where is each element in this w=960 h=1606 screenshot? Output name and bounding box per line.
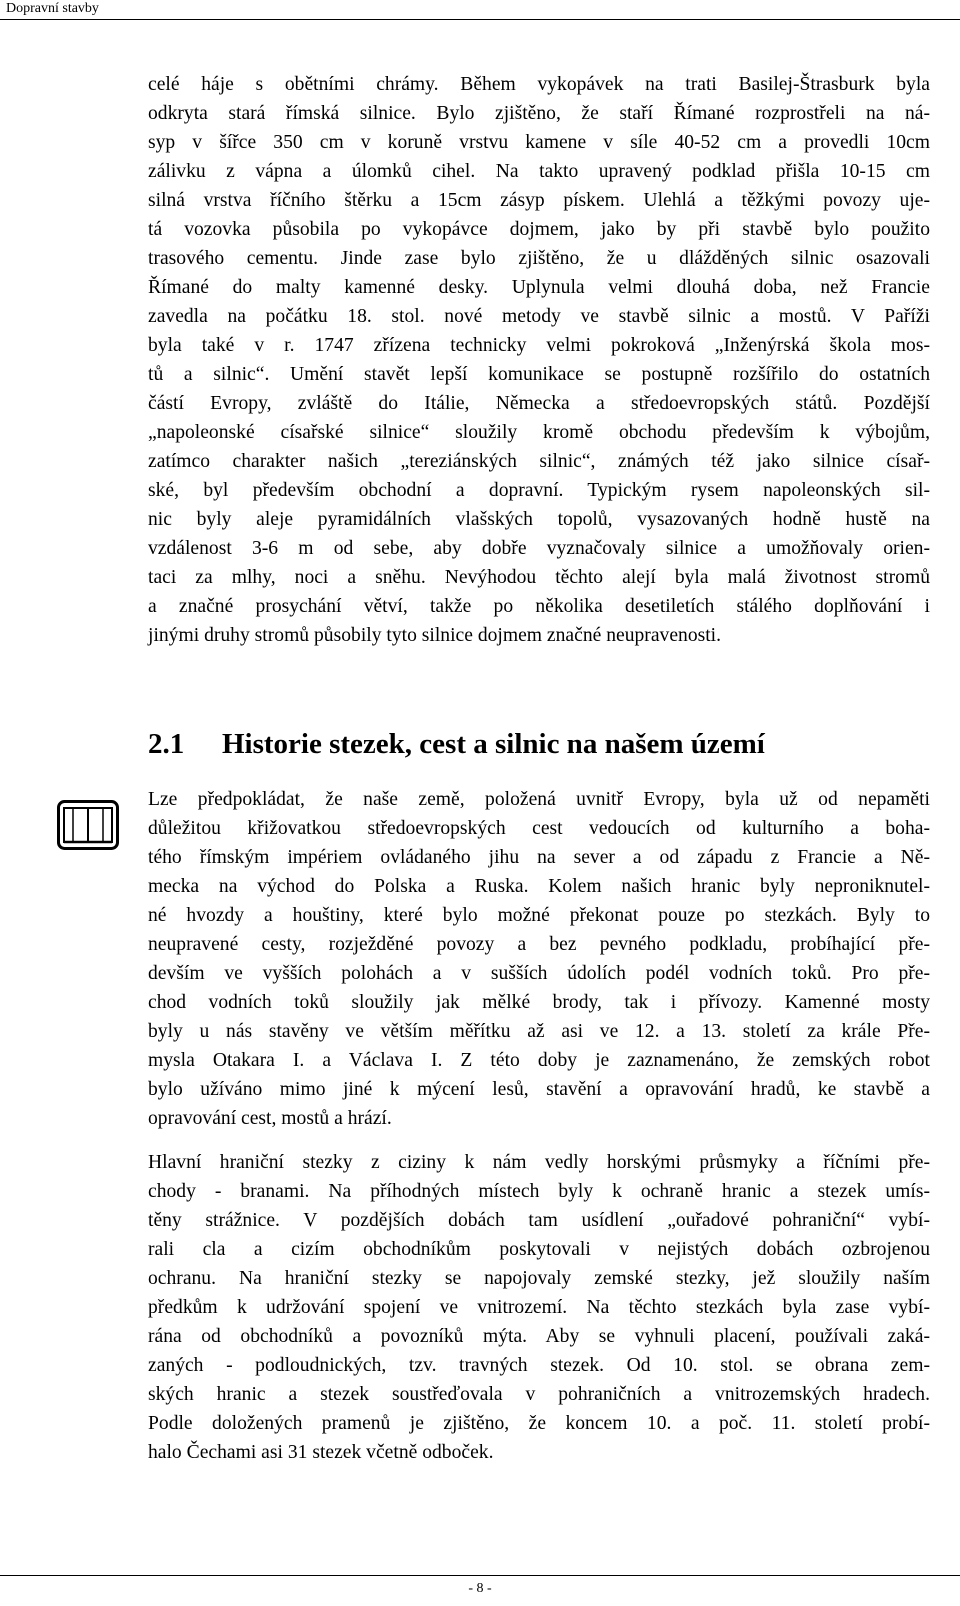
- running-header: Dopravní stavby: [6, 1, 99, 16]
- text-line: Podle doložených pramenů je zjištěno, že koncem 10. a poč. 11. století probí-: [148, 1413, 930, 1434]
- text-line: trasového cementu. Jinde zase bylo zjištěno, že u dlážděných silnic osazovali: [148, 248, 930, 269]
- text-line: chody - branami. Na příhodných místech byly k ochraně hranic a stezek umís-: [148, 1181, 930, 1202]
- text-line: ských hranic a stezek soustřeďovala v pohraničních a vnitrozemských hradech.: [148, 1384, 930, 1405]
- text-line: ochranu. Na hraniční stezky se napojovaly zemské stezky, jež sloužily naším: [148, 1268, 930, 1289]
- text-line: rána od obchodníků a povozníků mýta. Aby se vyhnuli placení, používali zaká-: [148, 1326, 930, 1347]
- text-line: silná vrstva říčního štěrku a 15cm zásyp pískem. Ulehlá a těžkými povozy uje-: [148, 190, 930, 211]
- text-line: bylo užíváno mimo jiné k mýcení lesů, stavění a opravování hradů, ke stavbě a: [148, 1079, 930, 1100]
- header-rule: [0, 19, 960, 20]
- text-line: celé háje s obětními chrámy. Během vykopávek na trati Basilej-Štrasburk byla: [148, 74, 930, 95]
- text-line: předkům k udržování spojení ve vnitrozemí. Na těchto stezkách byla zase vybí-: [148, 1297, 930, 1318]
- text-line: odkryta stará římská silnice. Bylo zjištěno, že staří Římané rozprostřeli na ná-: [148, 103, 930, 124]
- text-line: tého římským impériem ovládaného jihu na sever a od západu z Francie a Ně-: [148, 847, 930, 868]
- text-line: Římané do malty kamenné desky. Uplynula velmi dlouhá doba, než Francie: [148, 277, 930, 298]
- text-line: zaných - podloudnických, tzv. travných stezek. Od 10. stol. se obrana zem-: [148, 1355, 930, 1376]
- text-line: částí Evropy, zvláště do Itálie, Německa a středoevropských států. Pozdější: [148, 393, 930, 414]
- text-line: chod vodních toků sloužily jak mělké brody, tak i přívozy. Kamenné mosty: [148, 992, 930, 1013]
- text-line: halo Čechami asi 31 stezek včetně odboček.: [148, 1442, 494, 1463]
- text-line: byla také v r. 1747 zřízena technicky velmi pokroková „Inženýrská škola mos-: [148, 335, 930, 356]
- page-number: - 8 -: [468, 1581, 492, 1596]
- text-line: taci za mlhy, noci a sněhu. Nevýhodou těchto alejí byla malá životnost stromů: [148, 567, 930, 588]
- text-line: devším ve vyšších polohách a v sušších údolích podél vodních toků. Pro pře-: [148, 963, 930, 984]
- text-line: zavedla na počátku 18. stol. nové metody ve stavbě silnic a mostů. V Paříži: [148, 306, 930, 327]
- text-line: opravování cest, mostů a hrází.: [148, 1108, 392, 1129]
- footer-rule: [0, 1575, 960, 1576]
- text-line: syp v šířce 350 cm v koruně vrstvu kamene v síle 40-52 cm a provedli 10cm: [148, 132, 930, 153]
- text-line: tů a silnic“. Umění stavět lepší komunikace se postupně rozšířilo do ostatních: [148, 364, 930, 385]
- text-line: neupravené cesty, rozježděné povozy a bez pevného podkladu, probíhající pře-: [148, 934, 930, 955]
- text-line: zatímco charakter našich „tereziánských silnic“, známých též jako silnice císař-: [148, 451, 930, 472]
- section-title: Historie stezek, cest a silnic na našem území: [222, 728, 765, 760]
- text-line: byly u nás stavěny ve větším měřítku až asi ve 12. a 13. století za krále Pře-: [148, 1021, 930, 1042]
- book-icon: [57, 800, 119, 850]
- text-line: Lze předpokládat, že naše země, položená uvnitř Evropy, byla už od nepaměti: [148, 789, 930, 810]
- text-line: ské, byl především obchodní a dopravní. Typickým rysem napoleonských sil-: [148, 480, 930, 501]
- text-line: mysla Otakara I. a Václava I. Z této doby je zaznamenáno, že zemských robot: [148, 1050, 930, 1071]
- text-line: těny strážnice. V pozdějších dobách tam usídlení „ouřadové pohraniční“ vybí-: [148, 1210, 930, 1231]
- text-line: „napoleonské císařské silnice“ sloužily kromě obchodu především k výbojům,: [148, 422, 930, 443]
- text-line: né hvozdy a houštiny, které bylo možné překonat pouze po stezkách. Byly to: [148, 905, 930, 926]
- section-number: 2.1: [148, 728, 185, 760]
- text-line: vzdálenost 3-6 m od sebe, aby dobře vyznačovaly silnice a umožňovaly orien-: [148, 538, 930, 559]
- text-line: Hlavní hraniční stezky z ciziny k nám vedly horskými průsmyky a říčními pře-: [148, 1152, 930, 1173]
- text-line: důležitou křižovatkou středoevropských cest vedoucích od kulturního a boha-: [148, 818, 930, 839]
- text-line: nic byly aleje pyramidálních vlašských topolů, vysazovaných hodně hustě na: [148, 509, 930, 530]
- text-line: tá vozovka působila po vykopávce dojmem, jako by při stavbě bylo použito: [148, 219, 930, 240]
- text-line: a značné prosychání větví, takže po několika desetiletích stálého doplňování i: [148, 596, 930, 617]
- text-line: jinými druhy stromů působily tyto silnice dojmem značné neupravenosti.: [148, 625, 722, 646]
- section-heading: [148, 726, 765, 762]
- text-line: mecka na východ do Polska a Ruska. Kolem našich hranic byly neproniknutel-: [148, 876, 930, 897]
- text-line: zálivku z vápna a úlomků cihel. Na takto upravený podklad přišla 10-15 cm: [148, 161, 930, 182]
- text-line: rali cla a cizím obchodníkům poskytovali v nejistých dobách ozbrojenou: [148, 1239, 930, 1260]
